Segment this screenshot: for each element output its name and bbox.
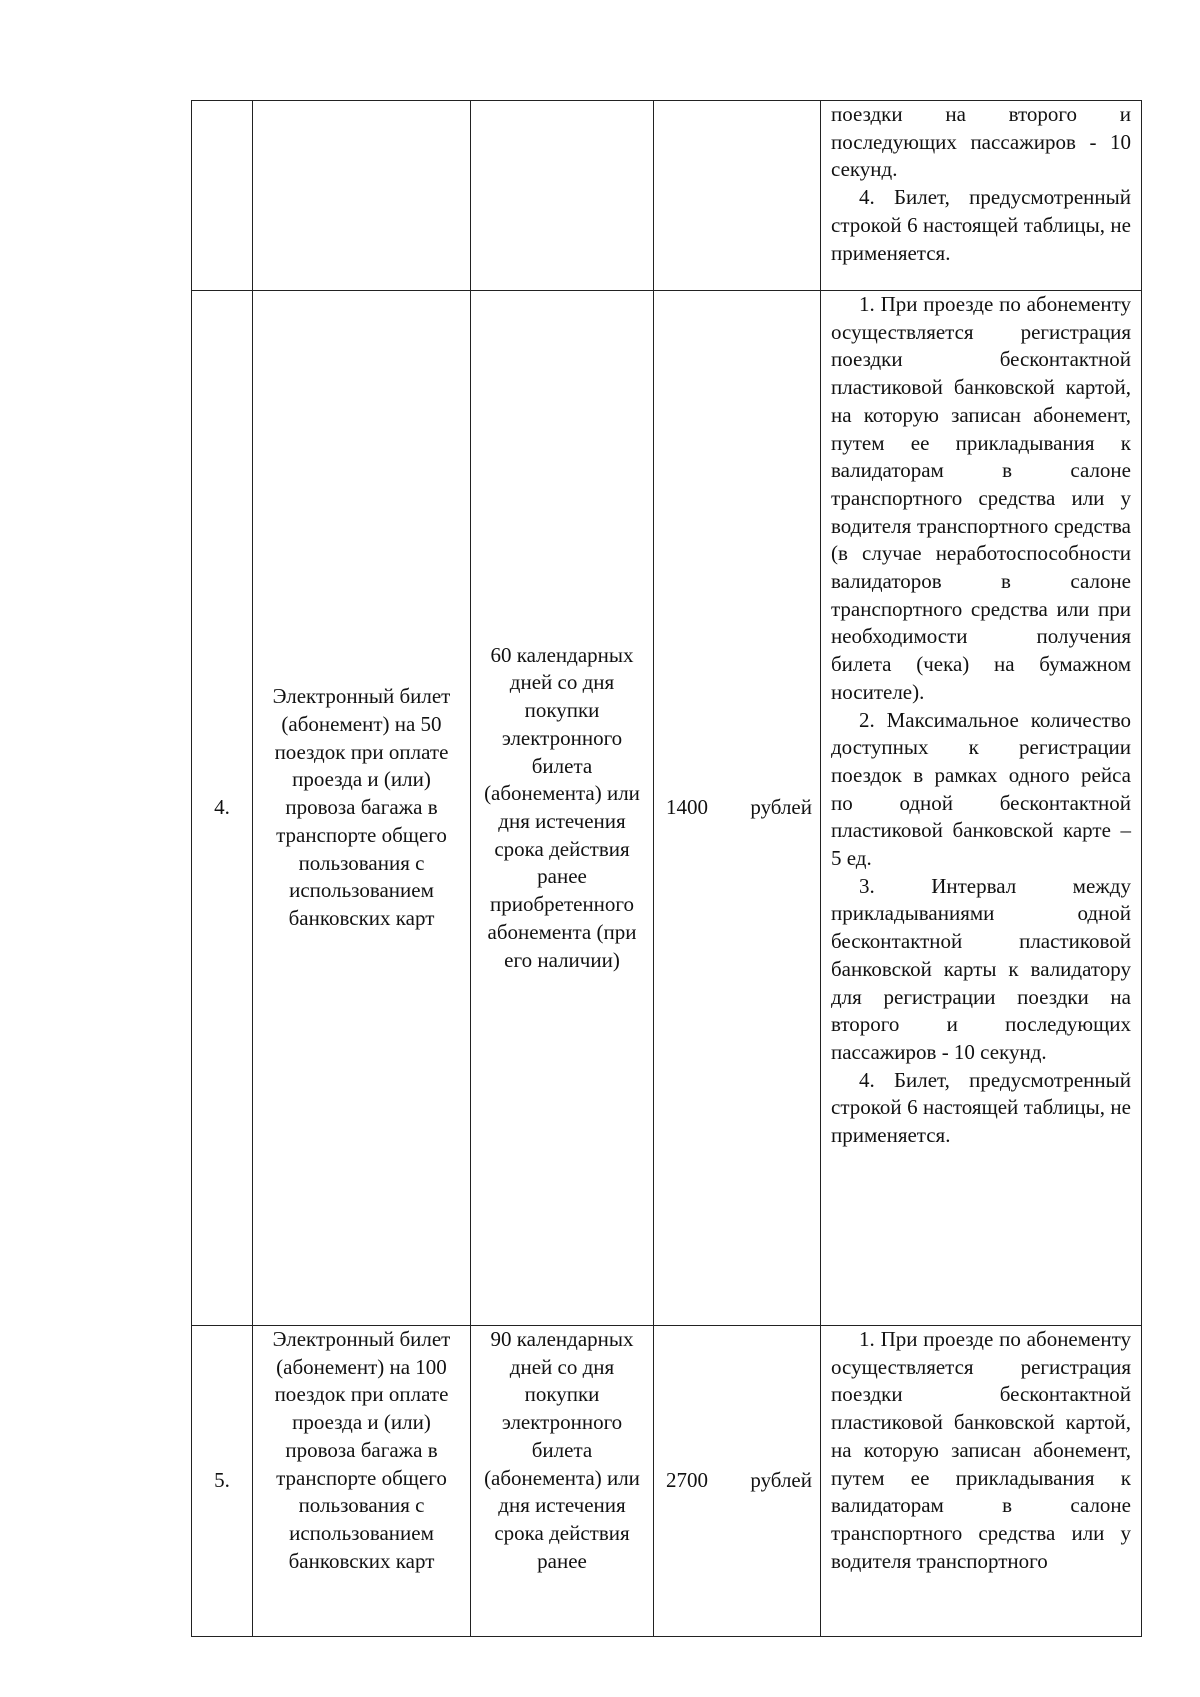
- price-cell: [654, 101, 821, 291]
- price-cell: [654, 1326, 821, 1637]
- ticket-name-cell: Электронный билет (абонемент) на 50 поездок при оплате проезда и (или) провоза багажа в транспорте общего пользования с использованием банковских карт: [253, 291, 471, 1326]
- tariff-table: [191, 100, 1142, 1637]
- row-number-cell: 4.: [192, 291, 253, 1326]
- validity-term-cell: 60 календарных дней со дня покупки электронного билета (абонемента) или дня истечения срока действия ранее приобретенного абонемента (при его наличии): [471, 291, 654, 1326]
- notes-cell: [821, 291, 1142, 1326]
- table-row-4: [192, 291, 1142, 1326]
- note-paragraph: 2. Максимальное количество доступных к регистрации поездок в рамках одного рейса по одной бесконтактной пластиковой банковской карте – 5 ед.: [831, 707, 1131, 871]
- note-paragraph: 4. Билет, предусмотренный строкой 6 настоящей таблицы, не применяется.: [831, 1067, 1131, 1148]
- validity-term-cell: 90 календарных дней со дня покупки электронного билета (абонемента) или дня истечения срока действия ранее: [471, 1326, 654, 1637]
- ticket-name-cell: [253, 101, 471, 291]
- table-row-5: [192, 1326, 1142, 1637]
- row-number-cell: [192, 101, 253, 291]
- price-unit: рублей: [750, 1468, 812, 1493]
- row-number-cell: 5.: [192, 1326, 253, 1637]
- note-paragraph: 1. При проезде по абонементу осуществляется регистрация поездки бесконтактной пластиковой банковской картой, на которую записан абонемент, путем ее прикладывания к валидаторам в салоне транспортного средства или у водителя транспортного: [831, 1327, 1131, 1573]
- note-paragraph: 4. Билет, предусмотренный строкой 6 настоящей таблицы, не применяется.: [831, 185, 1131, 265]
- ticket-name-cell: Электронный билет (абонемент) на 100 поездок при оплате проезда и (или) провоза багажа в транспорте общего пользования с использованием банковских карт: [253, 1326, 471, 1637]
- notes-cell: [821, 1326, 1142, 1637]
- price-unit: рублей: [750, 795, 812, 820]
- price-amount: 2700: [666, 1468, 708, 1493]
- note-paragraph: поездки на второго и последующих пассажиров - 10 секунд.: [831, 102, 1131, 182]
- note-paragraph: 3. Интервал между прикладываниями одной бесконтактной пластиковой банковской карты к валидатору для регистрации поездки на второго и последующих пассажиров - 10 секунд.: [831, 873, 1131, 1064]
- table-row-continued: [192, 101, 1142, 291]
- price-amount: 1400: [666, 795, 708, 820]
- price-cell: [654, 291, 821, 1326]
- note-paragraph: 1. При проезде по абонементу осуществляется регистрация поездки бесконтактной пластиковой банковской картой, на которую записан абонемент, путем ее прикладывания к валидаторам в салоне транспортного средства или у водителя транспортного средства (в случае неработоспособности валидаторов в салоне транспортного средства или при необходимости получения билета (чека) на бумажном носителе).: [831, 292, 1131, 704]
- validity-term-cell: [471, 101, 654, 291]
- notes-cell: [821, 101, 1142, 291]
